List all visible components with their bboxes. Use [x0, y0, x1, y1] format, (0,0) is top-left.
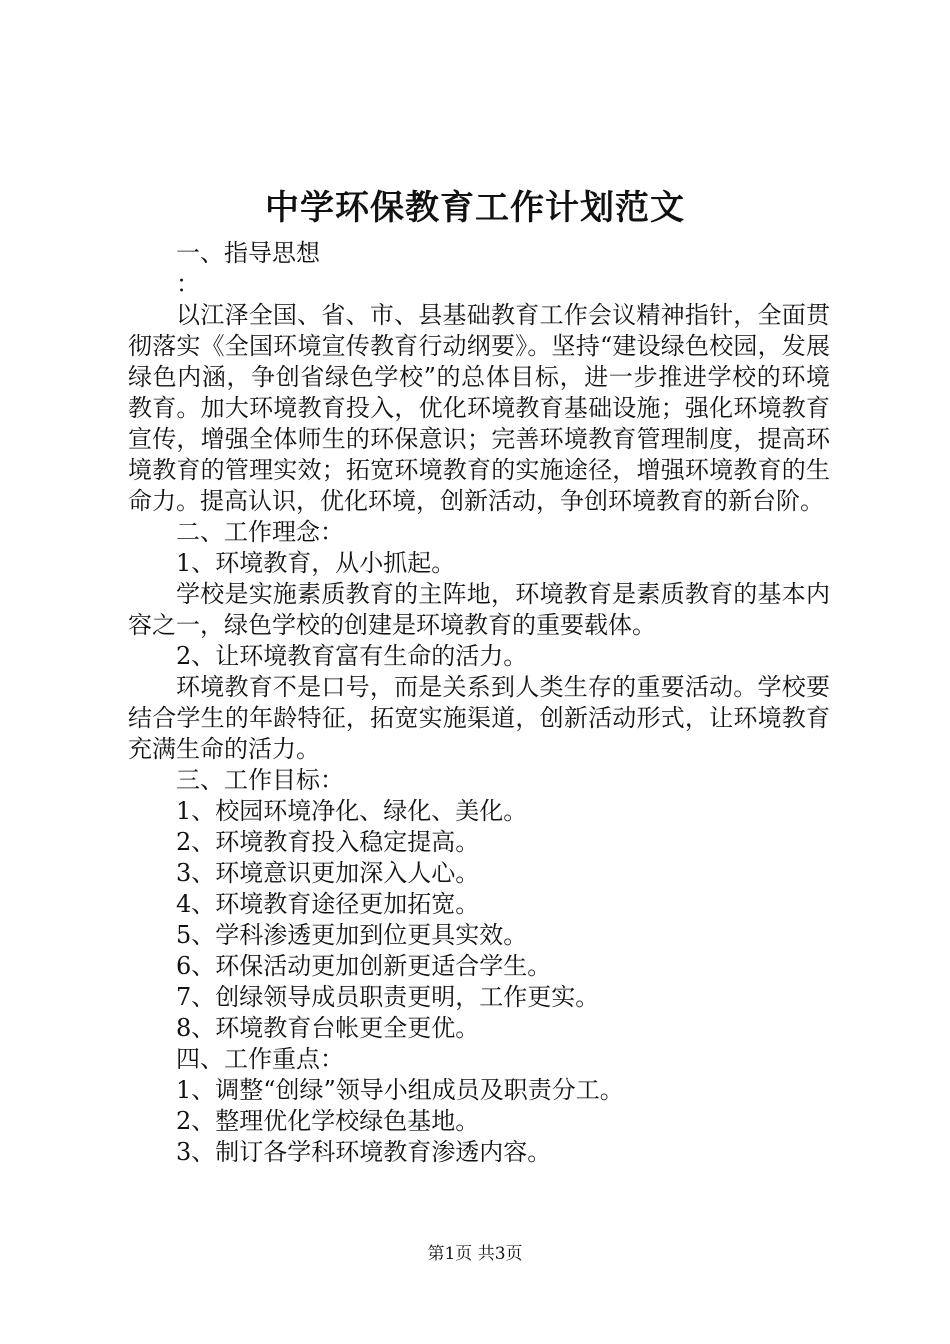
- goal-list-item: 7、创绿领导成员职责更明，工作更实。: [176, 983, 600, 1011]
- guiding-ideology-paragraph: 以江泽全国、省、市、县基础教育工作会议精神指针，全面贯彻落实《全国环境宣传教育行动纲要》。坚持“建设绿色校园，发展绿色内涵，争创省绿色学校”的总体目标，进一步推进学校的环境教育。加大环境教育投入，优化环境教育基础设施；强化环境教育宣传，增强全体师生的环保意识；完善环境教育管理制度，提高环境教育的管理实效；拓宽环境教育的实施途径，增强环境教育的生命力。提高认识，优化环境，创新活动，争创环境教育的新台阶。: [128, 301, 830, 515]
- concept-item-paragraph: 学校是实施素质教育的主阵地，环境教育是素质教育的基本内容之一，绿色学校的创建是环境教育的重要载体。: [128, 580, 830, 639]
- section-heading-guiding-ideology: 一、指导思想: [176, 239, 320, 267]
- focus-list-item: 1、调整“创绿”领导小组成员及职责分工。: [176, 1076, 624, 1104]
- focus-list-item: 3、制订各学科环境教育渗透内容。: [176, 1138, 552, 1166]
- goal-list-item: 6、环保活动更加创新更适合学生。: [176, 952, 552, 980]
- document-body: [128, 238, 830, 1168]
- section-heading-work-focus: 四、工作重点：: [176, 1045, 344, 1073]
- concept-item-title: 1、环境教育，从小抓起。: [176, 549, 456, 577]
- concept-item-title: 2、让环境教育富有生命的活力。: [176, 642, 528, 670]
- goal-list-item: 8、环境教育台帐更全更优。: [176, 1014, 480, 1042]
- goal-list-item: 4、环境教育途径更加拓宽。: [176, 890, 480, 918]
- section-heading-colon: ：: [176, 270, 200, 298]
- goal-list-item: 1、校园环境净化、绿化、美化。: [176, 797, 528, 825]
- document-title: 中学环保教育工作计划范文: [265, 188, 685, 228]
- focus-list-item: 2、整理优化学校绿色基地。: [176, 1107, 480, 1135]
- section-heading-work-goals: 三、工作目标：: [176, 766, 344, 794]
- goal-list-item: 5、学科渗透更加到位更具实效。: [176, 921, 528, 949]
- concept-item-paragraph: 环境教育不是口号，而是关系到人类生存的重要活动。学校要结合学生的年龄特征，拓宽实施渠道，创新活动形式，让环境教育充满生命的活力。: [128, 673, 830, 763]
- section-heading-work-concept: 二、工作理念：: [176, 518, 344, 546]
- goal-list-item: 2、环境教育投入稳定提高。: [176, 828, 480, 856]
- goal-list-item: 3、环境意识更加深入人心。: [176, 859, 480, 887]
- page-footer: 第1页 共3页: [427, 1244, 523, 1264]
